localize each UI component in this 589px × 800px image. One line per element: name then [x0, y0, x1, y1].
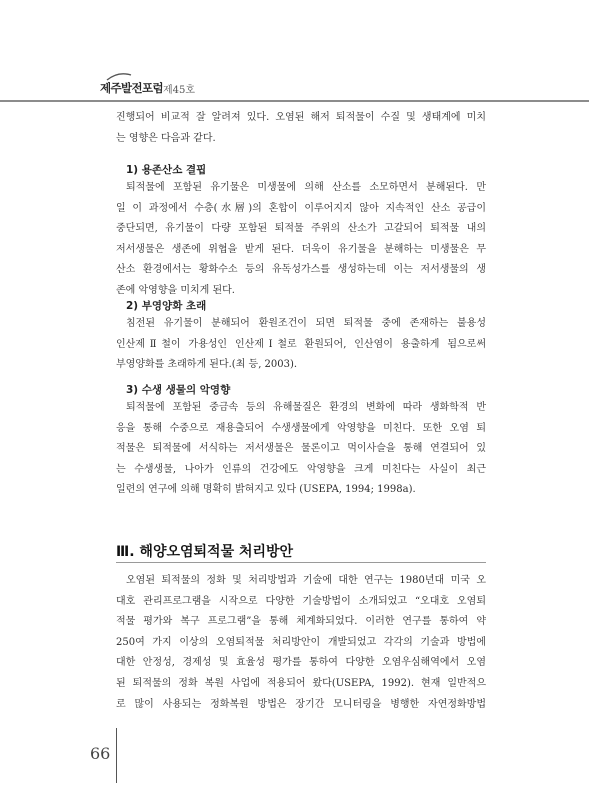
text-line: 250여 가지 이상의 오염퇴적물 처리방안이 개발되었고 각각의 기술과 방법에	[116, 636, 486, 648]
section-rule	[116, 562, 486, 563]
running-header	[100, 80, 400, 100]
text-line: 산소 환경에서는 황화수소 등의 유독성가스를 생성하는데 이는 저서생물의 생	[116, 264, 486, 276]
text-line: 된 퇴적물의 정화 복원 사업에 적용되어 왔다(USEPA, 1992). 현재 일반적으	[116, 677, 486, 689]
text-line: 대한 안정성, 경제성 및 효율성 평가를 통하여 다양한 오염우심해역에서 오염	[116, 657, 486, 669]
text-line: 대호 관리프로그램을 시작으로 다양한 기술방법이 소개되었고 “오대호 오염퇴	[116, 595, 486, 607]
text-line: 존에 악영향을 미치게 된다.	[116, 284, 235, 296]
page-number-divider	[116, 728, 117, 783]
text-line: 는 수생생물, 나아가 인류의 건강에도 악영향을 크게 미친다는 사실이 최근	[116, 463, 486, 475]
text-line: 는 영향은 다음과 같다.	[116, 132, 216, 144]
issue-number: 제45호	[163, 85, 196, 96]
text-line: 진행되어 비교적 잘 알려져 있다. 오염된 해저 퇴적물이 수질 및 생태계에 미치	[116, 112, 486, 123]
paragraph-2	[116, 314, 486, 376]
intro-paragraph	[116, 108, 486, 149]
text-line: 인산제Ⅱ철이 가용성인 인산제Ⅰ철로 환원되어, 인산염이 용출하게 됨으로써	[116, 338, 486, 350]
section-title: Ⅲ. 해양오염퇴적물 처리방안	[116, 544, 294, 560]
journal-logo: 제주발전포럼	[100, 81, 164, 95]
section-paragraph	[116, 571, 486, 715]
text-line: 응을 통해 수중으로 재용출되어 수생생물에게 악영향을 미친다. 또한 오염 퇴	[116, 422, 486, 434]
text-line: 일련의 연구에 의해 명확히 밝혀지고 있다 (USEPA, 1994; 1998a).	[116, 484, 416, 496]
text-line: 중단되면, 유기물이 다량 포함된 퇴적물 주위의 산소가 고갈되어 퇴적물 내의	[116, 223, 486, 235]
subheading-3: 3) 수생 생물의 악영향	[126, 384, 231, 396]
subheading-2: 2) 부영양화 초래	[126, 300, 207, 312]
header-rule	[0, 100, 589, 102]
text-line: 오염된 퇴적물의 정화 및 처리방법과 기술에 대한 연구는 1980년대 미국 오	[126, 575, 486, 586]
subheading-1: 1) 용존산소 결핍	[126, 164, 207, 176]
text-line: 퇴적물에 포함된 유기물은 미생물에 의해 산소를 소모하면서 분해된다. 만	[126, 182, 486, 193]
text-line: 침전된 유기물이 분해되어 환원조건이 되면 퇴적물 중에 존재하는 불용성	[126, 318, 486, 329]
text-line: 일 이 과정에서 수층(水層)의 혼합이 이루어지지 않아 지속적인 산소 공급이	[116, 202, 486, 214]
paragraph-1	[116, 178, 486, 302]
text-line: 적물은 퇴적물에 서식하는 저서생물은 물론이고 먹이사슬을 통해 연결되어 있	[116, 443, 486, 455]
paragraph-3	[116, 398, 486, 501]
text-line: 부영양화를 초래하게 된다.(최 등, 2003).	[116, 359, 298, 371]
text-line: 로 많이 사용되는 정화복원 방법은 장기간 모니터링을 병행한 자연정화방법	[116, 698, 486, 710]
text-line: 적물 평가와 복구 프로그램”을 통해 체계화되었다. 이러한 연구를 통하여 약	[116, 616, 486, 628]
text-line: 퇴적물에 포함된 중금속 등의 유해물질은 환경의 변화에 따라 생화학적 반	[126, 402, 486, 413]
text-line: 저서생물은 생존에 위협을 받게 된다. 더욱이 유기물을 분해하는 미생물은 무	[116, 243, 486, 255]
page-number: 66	[90, 744, 111, 763]
